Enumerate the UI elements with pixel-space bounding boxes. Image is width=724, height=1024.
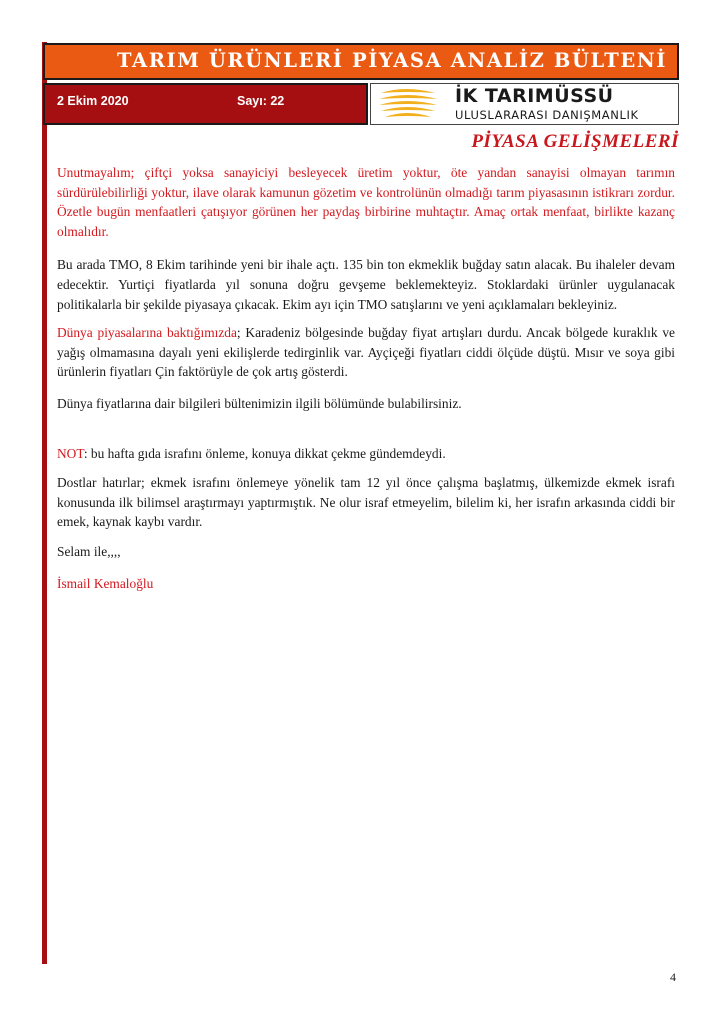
logo-company-subtitle: ULUSLARARASI DANIŞMANLIK [455,108,639,122]
paragraph-world-prices: Dünya fiyatlarına dair bilgileri bültenimizin ilgili bölümünde bulabilirsiniz. [57,395,462,411]
company-logo [370,83,679,125]
issue-date: 2 Ekim 2020 [57,94,129,108]
section-title: PİYASA GELİŞMELERİ [471,131,679,152]
paragraph-tmo: Bu arada TMO, 8 Ekim tarihinde yeni bir ihale açtı. 135 bin ton ekmeklik buğday satın alacak. Bu ihaleler devam edecektir. Yurtiçi fiyatlarda yıl sonuna doğru gevşeme beklemekteyiz. Stoklardaki ürünler uygulanacak politikalarla bir şekilde piyasaya çıkacak. Ekim ayı için TMO satışlarını ve yeni açıklamaları bekleyiniz. [57,257,675,312]
bulletin-title: TARIM ÜRÜNLERİ PİYASA ANALİZ BÜLTENİ [116,49,667,72]
paragraph-closing: Selam ile,,,, [57,543,121,559]
issue-number: Sayı: 22 [237,94,285,108]
world-markets-lead: Dünya piyasalarına baktığımızda [57,325,237,341]
note-text: : bu hafta gıda israfını önleme, konuya dikkat çekme gündemdeydi. [83,445,446,461]
paragraph-bread-waste: Dostlar hatırlar; ekmek israfını önlemeye yönelik tam 12 yıl önce çalışma başlatmış, ülkemizde ekmek israfı konusunda ilk bilimsel araştırmayı yaptırmıştık. Ne olur israf etmeyelim, bilelim ki, her israfın arkasında ciddi bir emek, kaynak kaybı vardır. [57,475,675,530]
author-signature: İsmail Kemaloğlu [57,575,154,591]
date-issue-bar [43,83,368,125]
world-markets-text: ; Karadeniz bölgesinde buğday fiyat artışları durdu. Ancak bölgede kuraklık ve yağış olmamasına dayalı yeni ekilişlerde tedirginlik var. Ayçiçeği fiyatları ciddi ölçüde düştü. Mısır ve soya gibi ürünlerin fiyatları Çin faktörüyle de çok artış gösterdi. [57,325,675,380]
paragraph-note [57,444,675,464]
logo-company-name: İK TARIMÜSSÜ [455,85,614,107]
wheat-emblem-icon [377,87,439,121]
note-label: NOT [57,445,84,461]
paragraph-world-markets [57,323,675,382]
page-number: 4 [670,970,676,984]
paragraph-intro: Unutmayalım; çiftçi yoksa sanayiciyi besleyecek üretim yoktur, öte yandan sanayisi olmayan tarımın sürdürülebilirliği yoktur, ilave olarak kamunun gözetim ve kontrolünün olmadığı tarım piyasasının istikrarı zordur. Özetle bugün menfaatleri çatışıyor görünen her paydaş birbirine muhtaçtır. Amaç ortak menfaat, birlikte kazanç olmalıdır. [57,165,675,239]
title-banner [43,43,679,80]
article-body [57,163,675,593]
left-accent-bar [42,42,47,964]
